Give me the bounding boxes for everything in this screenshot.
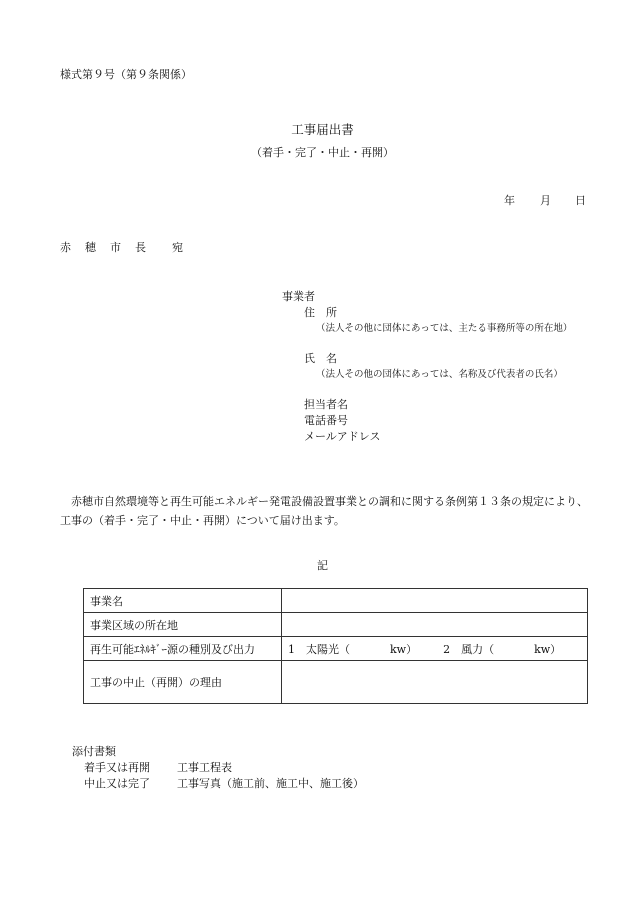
- declaration-text: 赤穂市自然環境等と再生可能エネルギー発電設備設置事業との調和に関する条例第１３条の規定により、工事の（着手・完了・中止・再開）について届け出ます。: [60, 495, 588, 527]
- document-subtitle: （着手・完了・中止・再開）: [251, 146, 394, 159]
- name-label: 氏 名: [304, 352, 337, 365]
- addressee-char-1: 赤: [60, 241, 71, 254]
- date-day-label: 日: [575, 194, 586, 207]
- energy-type-value[interactable]: [282, 637, 588, 661]
- addressee-char-3: 市: [110, 241, 121, 254]
- project-table: [83, 588, 588, 704]
- attachment-item: [72, 776, 364, 792]
- attachment-doc: 工事写真（施工前、施工中、施工後）: [177, 777, 364, 790]
- address-note: （法人その他に団体にあっては、主たる事務所等の所在地）: [316, 323, 573, 334]
- project-area-label: 事業区域の所在地: [84, 613, 282, 637]
- name-note: （法人その他の団体にあっては、名称及び代表者の氏名）: [316, 369, 563, 380]
- attachments-heading: 添付書類: [72, 745, 116, 758]
- email-label: メールアドレス: [304, 430, 381, 443]
- phone-label: 電話番号: [304, 414, 348, 427]
- suspension-reason-label: 工事の中止（再開）の理由: [84, 661, 282, 704]
- addressee-char-4: 長: [135, 241, 146, 254]
- attachment-item: [72, 760, 364, 776]
- suspension-reason-value[interactable]: [282, 661, 588, 704]
- solar-option: 1 太陽光（: [288, 642, 350, 656]
- addressee-char-2: 穂: [85, 241, 96, 254]
- address-label: 住 所: [304, 306, 337, 319]
- table-row: [84, 589, 588, 613]
- wind-unit: kw）: [534, 642, 562, 656]
- energy-type-label: 再生可能ｴﾈﾙｷﾞｰ源の種別及び出力: [84, 637, 282, 661]
- table-row: [84, 661, 588, 704]
- document-title: 工事届出書: [291, 122, 354, 137]
- ki-heading: 記: [317, 559, 328, 572]
- project-name-value[interactable]: [282, 589, 588, 613]
- attachment-when: 着手又は再開: [84, 761, 150, 774]
- table-row: [84, 637, 588, 661]
- date-year-label: 年: [504, 194, 515, 207]
- addressee: [60, 239, 183, 255]
- project-name-label: 事業名: [84, 589, 282, 613]
- applicant-heading: 事業者: [282, 290, 315, 303]
- date-month-label: 月: [540, 194, 551, 207]
- wind-option: 2 風力（: [443, 642, 495, 656]
- attachment-doc: 工事工程表: [177, 761, 232, 774]
- table-row: [84, 613, 588, 637]
- form-number: 様式第９号（第９条関係）: [60, 68, 192, 81]
- contact-person-label: 担当者名: [304, 398, 348, 411]
- addressee-honorific: 宛: [172, 241, 183, 254]
- attachment-when: 中止又は完了: [84, 777, 150, 790]
- applicant-block: [282, 289, 572, 445]
- attachments-block: [72, 744, 364, 792]
- project-area-value[interactable]: [282, 613, 588, 637]
- solar-unit: kw）: [390, 642, 418, 656]
